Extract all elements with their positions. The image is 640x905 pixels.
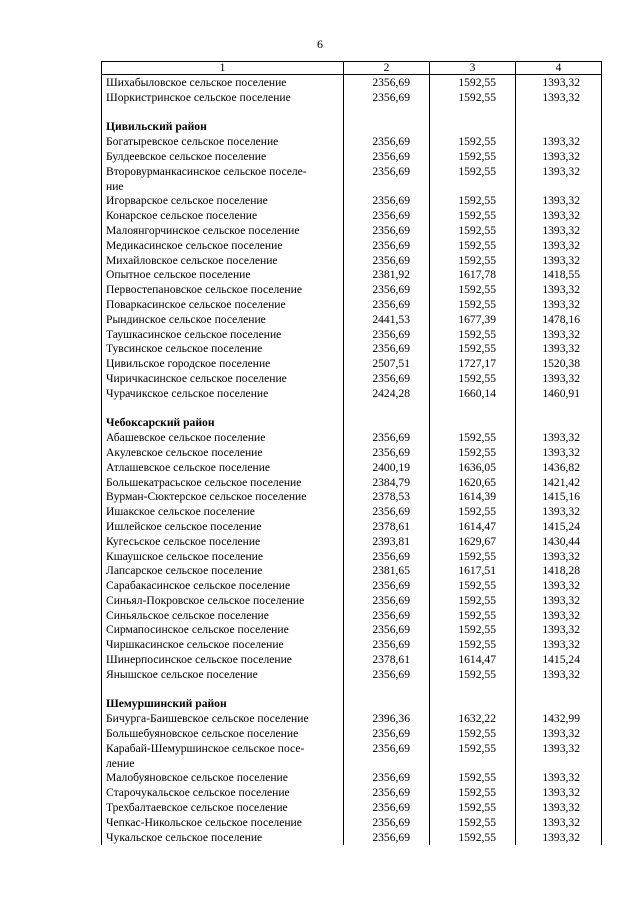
value-col-4: 1393,32 (516, 831, 602, 846)
empty-cell (344, 120, 430, 135)
value-col-4: 1393,32 (516, 742, 602, 772)
spacer-row (102, 106, 602, 121)
value-col-2: 2424,28 (344, 387, 430, 402)
settlement-name: Михайловское сельское поселение (102, 254, 344, 269)
value-col-2: 2356,69 (344, 638, 430, 653)
table-row (102, 135, 602, 150)
column-header-2: 2 (344, 62, 430, 75)
settlement-name: Акулевское сельское поселение (102, 446, 344, 461)
value-col-4: 1393,32 (516, 150, 602, 165)
value-col-4: 1393,32 (516, 194, 602, 209)
value-col-3: 1617,78 (430, 268, 516, 283)
value-col-4: 1393,32 (516, 771, 602, 786)
settlement-name: Первостепановское сельское поселение (102, 283, 344, 298)
value-col-3: 1592,55 (430, 742, 516, 772)
settlement-name: Старочукальское сельское поселение (102, 786, 344, 801)
settlement-name: Большекатрасьское сельское поселение (102, 476, 344, 491)
column-header-4: 4 (516, 62, 602, 75)
table-row (102, 520, 602, 535)
settlement-name: Игорварское сельское поселение (102, 194, 344, 209)
value-col-2: 2356,69 (344, 816, 430, 831)
value-col-2: 2396,36 (344, 712, 430, 727)
value-col-3: 1592,55 (430, 638, 516, 653)
empty-cell (344, 697, 430, 712)
table-row (102, 579, 602, 594)
table-row (102, 550, 602, 565)
district-heading-row (102, 120, 602, 135)
settlement-name: Бичурга-Баишевское сельское поселение (102, 712, 344, 727)
table-row (102, 342, 602, 357)
value-col-4: 1520,38 (516, 357, 602, 372)
data-table (101, 61, 602, 845)
value-col-3: 1592,55 (430, 623, 516, 638)
table-row (102, 209, 602, 224)
table-row (102, 638, 602, 653)
table-row (102, 653, 602, 668)
value-col-3: 1592,55 (430, 254, 516, 269)
value-col-4: 1393,32 (516, 786, 602, 801)
settlement-name: Чукальское сельское поселение (102, 831, 344, 846)
table-row (102, 712, 602, 727)
page-number: 6 (317, 37, 323, 51)
settlement-name: Таушкасинское сельское поселение (102, 328, 344, 343)
value-col-3: 1592,55 (430, 283, 516, 298)
column-header-1: 1 (102, 62, 344, 75)
table-row (102, 91, 602, 106)
value-col-2: 2356,69 (344, 75, 430, 91)
table-row (102, 431, 602, 446)
settlement-name: Опытное сельское поселение (102, 268, 344, 283)
district-title: Цивильский район (102, 120, 344, 135)
table-row (102, 461, 602, 476)
table-row (102, 831, 602, 846)
value-col-2: 2356,69 (344, 431, 430, 446)
value-col-4: 1393,32 (516, 579, 602, 594)
value-col-2: 2356,69 (344, 446, 430, 461)
settlement-name: Ишакское сельское поселение (102, 505, 344, 520)
value-col-2: 2356,69 (344, 668, 430, 683)
value-col-3: 1614,47 (430, 520, 516, 535)
settlement-name: Синьял-Покровское сельское поселение (102, 594, 344, 609)
value-col-3: 1636,05 (430, 461, 516, 476)
value-col-3: 1592,55 (430, 594, 516, 609)
value-col-2: 2356,69 (344, 550, 430, 565)
value-col-3: 1592,55 (430, 209, 516, 224)
value-col-2: 2356,69 (344, 801, 430, 816)
empty-cell (516, 697, 602, 712)
empty-cell (516, 120, 602, 135)
value-col-3: 1592,55 (430, 239, 516, 254)
value-col-3: 1592,55 (430, 816, 516, 831)
value-col-3: 1614,47 (430, 653, 516, 668)
table-row (102, 150, 602, 165)
empty-cell (430, 697, 516, 712)
settlement-name: Богатыревское сельское поселение (102, 135, 344, 150)
table-row (102, 564, 602, 579)
value-col-2: 2356,69 (344, 239, 430, 254)
table-row (102, 283, 602, 298)
settlement-name: Кугесьское сельское поселение (102, 535, 344, 550)
value-col-3: 1632,22 (430, 712, 516, 727)
value-col-2: 2356,69 (344, 742, 430, 772)
spacer-row (102, 683, 602, 698)
settlement-name: Шоркистринское сельское поселение (102, 91, 344, 106)
table-row (102, 535, 602, 550)
spacer-cell (516, 683, 602, 698)
column-header-3: 3 (430, 62, 516, 75)
value-col-4: 1393,32 (516, 298, 602, 313)
table-row (102, 668, 602, 683)
empty-cell (516, 416, 602, 431)
value-col-2: 2356,69 (344, 328, 430, 343)
table-row (102, 239, 602, 254)
value-col-4: 1393,32 (516, 342, 602, 357)
value-col-2: 2356,69 (344, 609, 430, 624)
value-col-4: 1393,32 (516, 816, 602, 831)
settlement-name: Лапсарское сельское поселение (102, 564, 344, 579)
settlement-name: Чиричкасинское сельское поселение (102, 372, 344, 387)
spacer-cell (102, 402, 344, 417)
settlement-name: Шинерпосинское сельское поселение (102, 653, 344, 668)
value-col-4: 1393,32 (516, 165, 602, 195)
value-col-2: 2393,81 (344, 535, 430, 550)
value-col-2: 2378,61 (344, 653, 430, 668)
value-col-3: 1592,55 (430, 135, 516, 150)
value-col-2: 2356,69 (344, 727, 430, 742)
table-row (102, 816, 602, 831)
value-col-2: 2356,69 (344, 224, 430, 239)
value-col-2: 2356,69 (344, 135, 430, 150)
value-col-4: 1393,32 (516, 328, 602, 343)
value-col-3: 1592,55 (430, 165, 516, 195)
value-col-4: 1393,32 (516, 668, 602, 683)
settlement-name: Чурачикское сельское поселение (102, 387, 344, 402)
settlement-name: Трехбалтаевское сельское поселение (102, 801, 344, 816)
spacer-cell (102, 683, 344, 698)
settlement-name: Кшаушское сельское поселение (102, 550, 344, 565)
value-col-3: 1677,39 (430, 313, 516, 328)
value-col-3: 1592,55 (430, 579, 516, 594)
spacer-cell (430, 683, 516, 698)
value-col-2: 2356,69 (344, 372, 430, 387)
value-col-2: 2356,69 (344, 91, 430, 106)
district-title: Чебоксарский район (102, 416, 344, 431)
settlement-name: Шихабыловское сельское поселение (102, 75, 344, 91)
value-col-4: 1393,32 (516, 550, 602, 565)
settlement-name (102, 742, 344, 772)
value-col-3: 1592,55 (430, 194, 516, 209)
value-col-3: 1592,55 (430, 150, 516, 165)
settlement-name: Чиршкасинское сельское поселение (102, 638, 344, 653)
value-col-4: 1430,44 (516, 535, 602, 550)
value-col-4: 1393,32 (516, 75, 602, 91)
value-col-3: 1592,55 (430, 431, 516, 446)
value-col-4: 1393,32 (516, 372, 602, 387)
value-col-3: 1660,14 (430, 387, 516, 402)
value-col-4: 1432,99 (516, 712, 602, 727)
value-col-4: 1415,24 (516, 520, 602, 535)
table-row (102, 476, 602, 491)
value-col-2: 2384,79 (344, 476, 430, 491)
value-col-3: 1592,55 (430, 298, 516, 313)
table-row (102, 254, 602, 269)
value-col-3: 1592,55 (430, 831, 516, 846)
value-col-3: 1592,55 (430, 91, 516, 106)
table-row (102, 771, 602, 786)
district-heading-row (102, 697, 602, 712)
value-col-4: 1418,55 (516, 268, 602, 283)
value-col-4: 1415,16 (516, 490, 602, 505)
value-col-4: 1393,32 (516, 224, 602, 239)
value-col-2: 2507,51 (344, 357, 430, 372)
settlement-name-line-1: Второвурманкасинское сельское поселе- (106, 164, 307, 178)
table-row (102, 786, 602, 801)
value-col-4: 1393,32 (516, 209, 602, 224)
value-col-3: 1592,55 (430, 771, 516, 786)
value-col-2: 2356,69 (344, 623, 430, 638)
value-col-2: 2356,69 (344, 165, 430, 195)
value-col-3: 1592,55 (430, 75, 516, 91)
value-col-3: 1592,55 (430, 550, 516, 565)
value-col-3: 1617,51 (430, 564, 516, 579)
spacer-cell (430, 402, 516, 417)
settlement-name: Чепкас-Никольское сельское поселение (102, 816, 344, 831)
value-col-3: 1614,39 (430, 490, 516, 505)
empty-cell (344, 416, 430, 431)
value-col-2: 2356,69 (344, 579, 430, 594)
table-row (102, 727, 602, 742)
settlement-name: Медикасинское сельское поселение (102, 239, 344, 254)
value-col-4: 1393,32 (516, 91, 602, 106)
spacer-row (102, 402, 602, 417)
table-row (102, 165, 602, 195)
table-row (102, 313, 602, 328)
table-row (102, 268, 602, 283)
value-col-4: 1393,32 (516, 135, 602, 150)
value-col-3: 1592,55 (430, 609, 516, 624)
value-col-3: 1592,55 (430, 446, 516, 461)
value-col-3: 1592,55 (430, 342, 516, 357)
settlement-name: Ишлейское сельское поселение (102, 520, 344, 535)
value-col-4: 1460,91 (516, 387, 602, 402)
value-col-4: 1415,24 (516, 653, 602, 668)
value-col-2: 2356,69 (344, 254, 430, 269)
settlement-name: Тувсинское сельское поселение (102, 342, 344, 357)
value-col-4: 1393,32 (516, 283, 602, 298)
spacer-cell (516, 402, 602, 417)
value-col-3: 1592,55 (430, 505, 516, 520)
value-col-4: 1393,32 (516, 727, 602, 742)
settlement-name: Булдеевское сельское поселение (102, 150, 344, 165)
value-col-2: 2356,69 (344, 209, 430, 224)
table-row (102, 357, 602, 372)
spacer-cell (344, 402, 430, 417)
value-col-4: 1393,32 (516, 594, 602, 609)
empty-cell (430, 120, 516, 135)
spacer-cell (102, 106, 344, 121)
value-col-2: 2356,69 (344, 594, 430, 609)
value-col-3: 1629,67 (430, 535, 516, 550)
value-col-2: 2441,53 (344, 313, 430, 328)
value-col-4: 1393,32 (516, 431, 602, 446)
value-col-2: 2356,69 (344, 786, 430, 801)
value-col-4: 1393,32 (516, 239, 602, 254)
table-row (102, 594, 602, 609)
settlement-name: Синьяльское сельское поселение (102, 609, 344, 624)
value-col-4: 1393,32 (516, 801, 602, 816)
settlement-name: Янышское сельское поселение (102, 668, 344, 683)
value-col-3: 1620,65 (430, 476, 516, 491)
value-col-2: 2378,53 (344, 490, 430, 505)
settlement-name: Рындинское сельское поселение (102, 313, 344, 328)
value-col-4: 1393,32 (516, 505, 602, 520)
value-col-4: 1393,32 (516, 638, 602, 653)
value-col-2: 2356,69 (344, 283, 430, 298)
value-col-4: 1418,28 (516, 564, 602, 579)
value-col-4: 1393,32 (516, 446, 602, 461)
settlement-name: Абашевское сельское поселение (102, 431, 344, 446)
settlement-name-line-1: Карабай-Шемуршинское сельское посе- (106, 741, 305, 755)
spacer-cell (344, 106, 430, 121)
settlement-name: Сарабакасинское сельское поселение (102, 579, 344, 594)
value-col-3: 1727,17 (430, 357, 516, 372)
settlement-name: Сирмапосинское сельское поселение (102, 623, 344, 638)
table-body (102, 75, 602, 846)
value-col-4: 1436,82 (516, 461, 602, 476)
settlement-name: Цивильское городское поселение (102, 357, 344, 372)
value-col-3: 1592,55 (430, 372, 516, 387)
table-row (102, 372, 602, 387)
value-col-2: 2381,92 (344, 268, 430, 283)
settlement-name: Большебуяновское сельское поселение (102, 727, 344, 742)
table-row (102, 801, 602, 816)
table-row (102, 490, 602, 505)
value-col-3: 1592,55 (430, 668, 516, 683)
district-heading-row (102, 416, 602, 431)
table-row (102, 194, 602, 209)
spacer-cell (430, 106, 516, 121)
value-col-3: 1592,55 (430, 801, 516, 816)
settlement-name-line-2: ление (106, 756, 135, 770)
table-row (102, 387, 602, 402)
value-col-2: 2356,69 (344, 342, 430, 357)
table-row (102, 224, 602, 239)
value-col-3: 1592,55 (430, 727, 516, 742)
value-col-2: 2400,19 (344, 461, 430, 476)
settlement-name: Малобуяновское сельское поселение (102, 771, 344, 786)
spacer-cell (344, 683, 430, 698)
value-col-4: 1393,32 (516, 609, 602, 624)
value-col-2: 2356,69 (344, 831, 430, 846)
value-col-3: 1592,55 (430, 224, 516, 239)
value-col-2: 2356,69 (344, 298, 430, 313)
empty-cell (430, 416, 516, 431)
table-row (102, 609, 602, 624)
table-header (102, 62, 602, 75)
table-row (102, 328, 602, 343)
value-col-2: 2356,69 (344, 194, 430, 209)
value-col-3: 1592,55 (430, 786, 516, 801)
value-col-4: 1393,32 (516, 623, 602, 638)
settlement-name: Поваркасинское сельское поселение (102, 298, 344, 313)
settlement-name: Вурман-Сюктерское сельское поселение (102, 490, 344, 505)
settlement-name: Атлашевское сельское поселение (102, 461, 344, 476)
value-col-4: 1478,16 (516, 313, 602, 328)
value-col-3: 1592,55 (430, 328, 516, 343)
value-col-2: 2356,69 (344, 505, 430, 520)
table-row (102, 75, 602, 91)
table-row (102, 298, 602, 313)
table-row (102, 623, 602, 638)
table-row (102, 742, 602, 772)
value-col-2: 2378,61 (344, 520, 430, 535)
value-col-2: 2381,65 (344, 564, 430, 579)
value-col-2: 2356,69 (344, 150, 430, 165)
table-row (102, 505, 602, 520)
value-col-2: 2356,69 (344, 771, 430, 786)
settlement-name: Малоянгорчинское сельское поселение (102, 224, 344, 239)
settlement-name: Конарское сельское поселение (102, 209, 344, 224)
value-col-4: 1393,32 (516, 254, 602, 269)
spacer-cell (516, 106, 602, 121)
settlement-name-line-2: ние (106, 179, 124, 193)
value-col-4: 1421,42 (516, 476, 602, 491)
district-title: Шемуршинский район (102, 697, 344, 712)
table-row (102, 446, 602, 461)
settlement-name (102, 165, 344, 195)
